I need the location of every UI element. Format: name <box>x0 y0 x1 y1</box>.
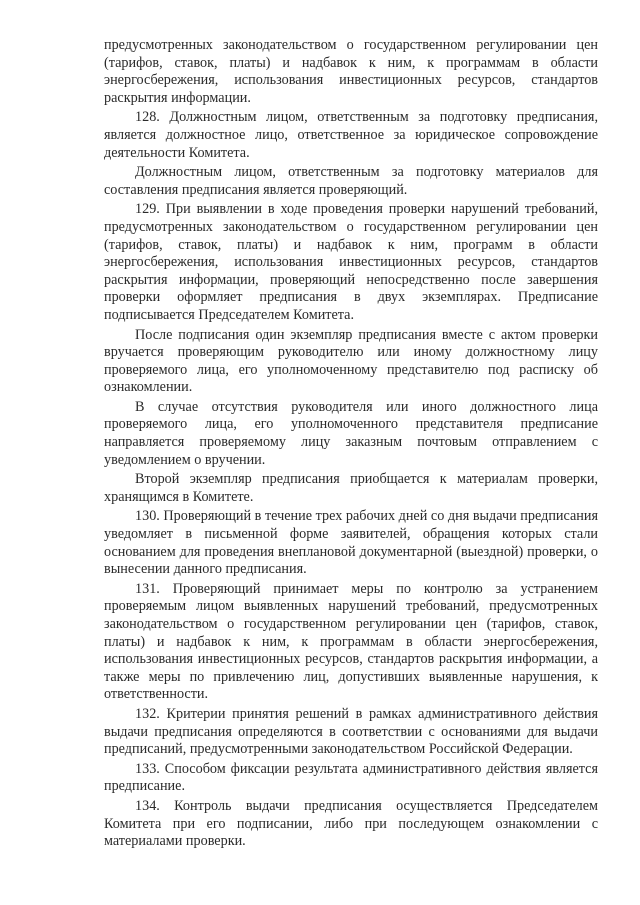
paragraph-133: 133. Способом фиксации результата административного действия является предписание. <box>104 760 598 795</box>
paragraph-129: 129. При выявлении в ходе проведения проверки нарушений требований, предусмотренных законодательством о государственном регулировании цен (тарифов, ставок, платы) и надбавок к ним, программ в области энергосбережения, использования инвестиционных ресурсов, стандартов раскрытия информации, проверяющий непосредственно после завершения проверки оформляет предписания в двух экземплярах. Предписание подписывается Председателем Комитета. <box>104 201 598 323</box>
paragraph-130: 130. Проверяющий в течение трех рабочих дней со дня выдачи предписания уведомляет в письменной форме заявителей, обращения которых стали основанием для проведения внеплановой документарной (выездной) проверки, о вынесении данного предписания. <box>104 508 598 578</box>
paragraph-129-delivery: После подписания один экземпляр предписания вместе с актом проверки вручается проверяющим руководителю или иному должностному лицу проверяемого лица, его уполномоченному представителю под расписку об ознакомлении. <box>104 326 598 396</box>
paragraph-132: 132. Критерии принятия решений в рамках административного действия выдачи предписания определяются в соответствии с основаниями для выдачи предписаний, предусмотренными законодательством Российской Федерации. <box>104 705 598 758</box>
paragraph-128: 128. Должностным лицом, ответственным за подготовку предписания, является должностное лицо, ответственное за юридическое сопровождение деятельности Комитета. <box>104 109 598 161</box>
paragraph-129-second-copy: Второй экземпляр предписания приобщается к материалам проверки, хранящимся в Комитете. <box>104 471 598 505</box>
document-body <box>104 37 598 853</box>
paragraph-128-responsible: Должностным лицом, ответственным за подготовку материалов для составления предписания является проверяющий. <box>104 164 598 198</box>
paragraph-131: 131. Проверяющий принимает меры по контролю за устранением проверяемым лицом выявленных нарушений требований, предусмотренных законодательством о государственном регулировании цен (тарифов, ставок, платы) и надбавок к ним, к программам в области энергосбережения, использования инвестиционных ресурсов, стандартов раскрытия информации, а также меры по привлечению лиц, допустивших выявленные нарушения, к ответственности. <box>104 580 598 703</box>
paragraph-continuation: предусмотренных законодательством о государственном регулировании цен (тарифов, ставок, платы) и надбавок к ним, к программам в области энергосбережения, использования инвестиционных ресурсов, стандартов раскрытия информации. <box>104 37 598 106</box>
paragraph-134: 134. Контроль выдачи предписания осуществляется Председателем Комитета при его подписании, либо при последующем ознакомлении с материалами проверки. <box>104 797 598 850</box>
paragraph-129-absence: В случае отсутствия руководителя или иного должностного лица проверяемого лица, его уполномоченного представителя предписание направляется проверяемому лицу заказным почтовым отправлением с уведомлением о вручении. <box>104 398 598 468</box>
